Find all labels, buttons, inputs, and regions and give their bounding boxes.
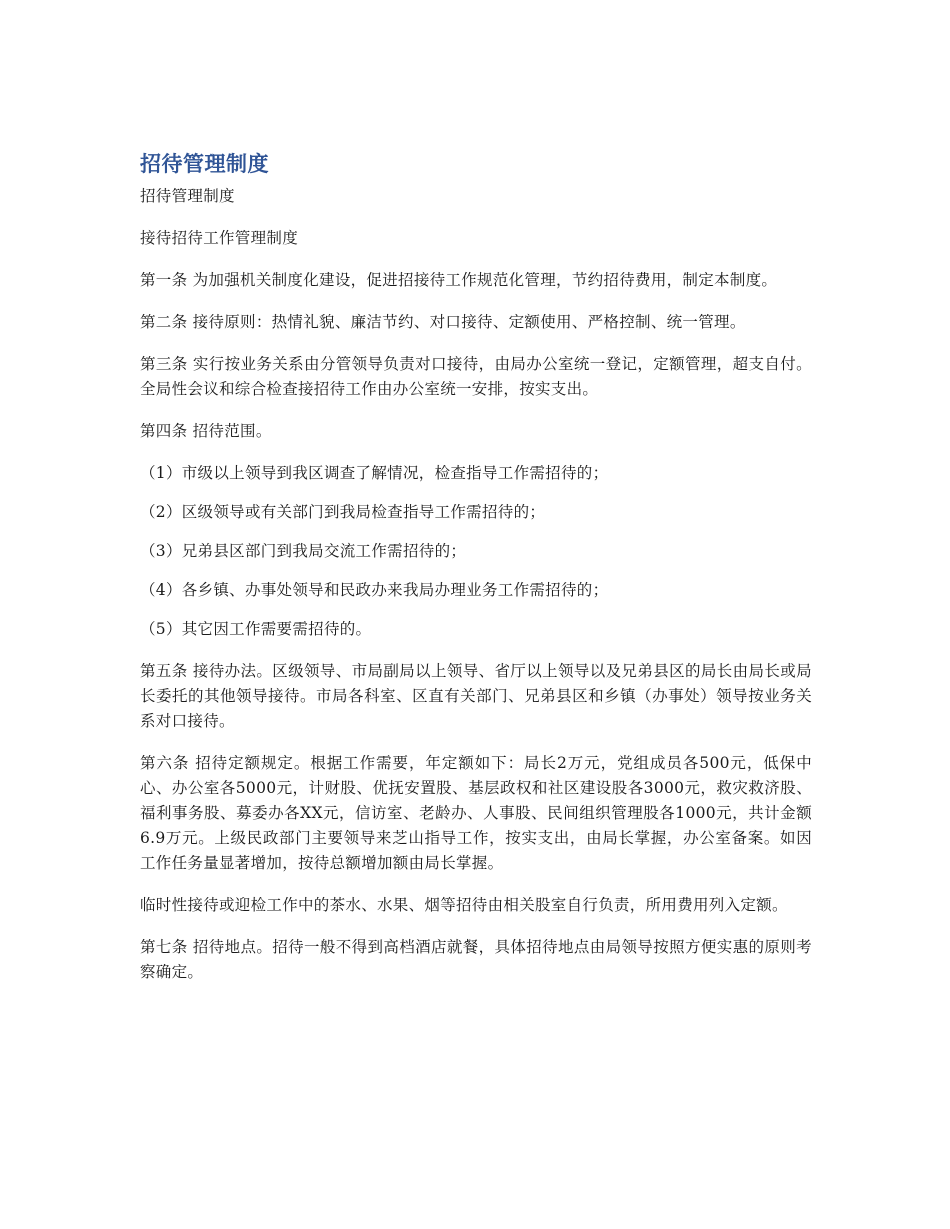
document-title: 招待管理制度 bbox=[140, 152, 269, 176]
document-body bbox=[140, 150, 812, 1002]
article-5: 第五条 接待办法。区级领导、市局副局以上领导、省厅以上领导以及兄弟县区的局长由局长或局长委托的其他领导接待。市局各科室、区直有关部门、兄弟县区和乡镇（办事处）领导按业务关系对口接待。 bbox=[140, 662, 812, 730]
section-heading: 接待招待工作管理制度 bbox=[140, 229, 299, 247]
article-1: 第一条 为加强机关制度化建设，促进招接待工作规范化管理，节约招待费用，制定本制度。 bbox=[140, 271, 778, 289]
scope-item-1: （1）市级以上领导到我区调查了解情况，检查指导工作需招待的； bbox=[140, 464, 609, 482]
article-3: 第三条 实行按业务关系由分管领导负责对口接待，由局办公室统一登记，定额管理，超支自付。全局性会议和综合检查接招待工作由办公室统一安排，按实支出。 bbox=[140, 355, 812, 398]
article-6: 第六条 招待定额规定。根据工作需要，年定额如下：局长2万元，党组成员各500元，低保中心、办公室各5000元，计财股、优抚安置股、基层政权和社区建设股各3000元，救灾救济股、福利事务股、募委办各XX元，信访室、老龄办、人事股、民间组织管理股各1000元，共计金额6.9万元。上级民政部门主要领导来芝山指导工作，按实支出，由局长掌握，办公室备案。如因工作任务量显著增加，按待总额增加额由局长掌握。 bbox=[140, 754, 812, 872]
subtitle: 招待管理制度 bbox=[140, 187, 235, 205]
scope-item-3: （3）兄弟县区部门到我局交流工作需招待的； bbox=[140, 542, 467, 560]
article-7: 第七条 招待地点。招待一般不得到高档酒店就餐，具体招待地点由局领导按照方便实惠的原则考察确定。 bbox=[140, 938, 812, 981]
article-2: 第二条 接待原则：热情礼貌、廉洁节约、对口接待、定额使用、严格控制、统一管理。 bbox=[140, 313, 746, 331]
scope-item-2: （2）区级领导或有关部门到我局检查指导工作需招待的； bbox=[140, 503, 546, 521]
scope-item-4: （4）各乡镇、办事处领导和民政办来我局办理业务工作需招待的； bbox=[140, 581, 609, 599]
scope-item-5: （5）其它因工作需要需招待的。 bbox=[140, 620, 372, 638]
temporary-reception-note: 临时性接待或迎检工作中的茶水、水果、烟等招待由相关股室自行负责，所用费用列入定额。 bbox=[140, 896, 788, 914]
article-4: 第四条 招待范围。 bbox=[140, 422, 272, 440]
